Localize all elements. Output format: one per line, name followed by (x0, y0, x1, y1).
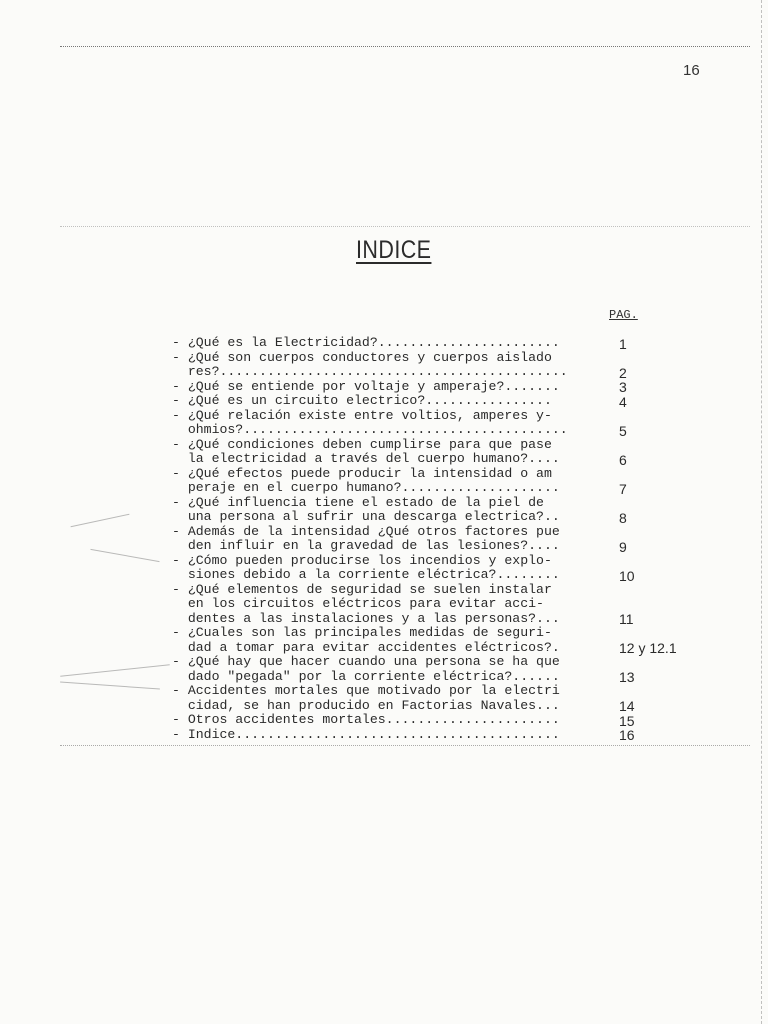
toc-entry-text: - ¿Qué es la Electricidad?....................... (172, 335, 576, 350)
toc-entry-page: 16 (619, 727, 635, 743)
margin-mark (90, 549, 159, 562)
top-scan-line (60, 46, 750, 47)
toc-entry-text: - ¿Qué son cuerpos conductores y cuerpos aislado (172, 349, 552, 365)
toc-entry-text: - Accidentes mortales que motivado por la electri (172, 683, 560, 698)
toc-entry-page: 2 (619, 364, 627, 381)
toc-entry (172, 351, 732, 380)
page-edge (761, 0, 762, 1024)
toc-entry-page: 10 (619, 567, 635, 584)
page-number: 16 (683, 62, 700, 79)
table-of-contents (172, 336, 732, 742)
toc-entry-text: - Además de la intensidad ¿Qué otros factores pue (172, 523, 560, 539)
toc-entry (172, 655, 732, 684)
toc-entry-text: peraje en el cuerpo humano?.................... (172, 480, 560, 495)
toc-entry-page: 4 (619, 393, 627, 410)
toc-entry (172, 380, 732, 395)
toc-entry (172, 684, 732, 713)
toc-entry-page: 1 (619, 335, 627, 352)
toc-entry (172, 467, 732, 496)
toc-entry-page: 12 y 12.1 (619, 640, 677, 656)
toc-entry (172, 626, 732, 655)
toc-entry-text: en los circuitos eléctricos para evitar acci- (172, 596, 544, 611)
margin-mark (60, 664, 170, 676)
toc-entry-text: - ¿Qué influencia tiene el estado de la piel de (172, 494, 544, 510)
toc-entry-text: cidad, se han producido en Factorias Navales... (172, 697, 560, 713)
toc-entry-page: 15 (619, 712, 635, 729)
toc-entry (172, 713, 732, 728)
bottom-scan-line (60, 745, 750, 746)
toc-entry-text: dad a tomar para evitar accidentes eléctricos?. (172, 639, 560, 655)
toc-entry-page: 14 (619, 698, 635, 714)
toc-entry (172, 438, 732, 467)
toc-entry-page: 8 (619, 509, 627, 526)
toc-entry-text: res?............................................ (172, 364, 568, 379)
mid-scan-line (60, 226, 750, 227)
toc-entry-text: - ¿Cuales son las principales medidas de seguri- (172, 625, 552, 640)
toc-entry-text: - Otros accidentes mortales...................... (172, 712, 560, 727)
toc-entry-text: - ¿Qué condiciones deben cumplirse para que pase (172, 436, 552, 452)
toc-entry-page: 5 (619, 422, 627, 439)
toc-entry-text: dentes a las instalaciones y a las personas?... (172, 610, 560, 626)
toc-entry-text: - ¿Qué elementos de seguridad se suelen instalar (172, 581, 552, 597)
toc-entry-text: - Indice......................................... (172, 726, 560, 742)
toc-entry-text: - ¿Qué es un circuito electrico?................ (172, 393, 552, 408)
toc-entry-page: 3 (619, 379, 627, 395)
toc-entry-text: dado "pegada" por la corriente eléctrica?...... (172, 668, 560, 684)
page-column-header: PAG. (609, 308, 638, 322)
toc-entry-text: la electricidad a través del cuerpo humano?.... (172, 451, 560, 466)
toc-entry (172, 409, 732, 438)
toc-entry-page: 7 (619, 480, 627, 497)
page-title: INDICE (356, 236, 432, 264)
toc-entry-text: siones debido a la corriente eléctrica?........ (172, 567, 560, 582)
toc-entry (172, 728, 732, 743)
toc-entry-text: den influir en la gravedad de las lesiones?.... (172, 538, 560, 553)
toc-entry (172, 336, 732, 351)
toc-entry (172, 554, 732, 583)
toc-entry (172, 583, 732, 627)
toc-entry-text: - ¿Qué hay que hacer cuando una persona se ha que (172, 654, 560, 669)
toc-entry-page: 13 (619, 669, 635, 685)
toc-entry-text: - ¿Cómo pueden producirse los incendios y explo- (172, 552, 552, 568)
margin-mark (71, 514, 130, 527)
toc-entry (172, 394, 732, 409)
toc-entry-text: - ¿Qué relación existe entre voltios, amperes y- (172, 407, 552, 423)
toc-entry-text: una persona al sufrir una descarga electrica?.. (172, 509, 560, 524)
toc-entry (172, 525, 732, 554)
toc-entry-text: ohmios?......................................... (172, 422, 568, 437)
toc-entry-page: 6 (619, 451, 627, 468)
toc-entry (172, 496, 732, 525)
toc-entry-page: 9 (619, 538, 627, 555)
margin-mark (60, 682, 160, 690)
toc-entry-text: - ¿Qué se entiende por voltaje y amperaje?....... (172, 378, 560, 394)
toc-entry-page: 11 (619, 611, 634, 627)
toc-entry-text: - ¿Qué efectos puede producir la intensidad o am (172, 465, 552, 481)
